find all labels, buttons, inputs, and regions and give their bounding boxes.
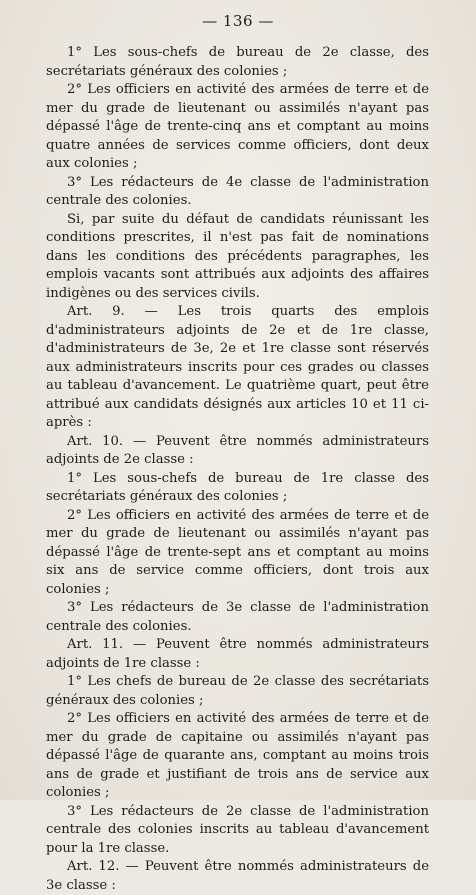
paragraph: 2° Les officiers en activité des armées de terre et de mer du grade de capitaine ou assimilés n'ayant pas dépassé l'âge de quarante ans, comptant au moins trois ans de grade et justifiant de trois ans de service aux colonies ; [46, 711, 429, 800]
paragraph: 1° Les chefs de bureau de 2e classe des secrétariats généraux des colonies ; [46, 674, 429, 708]
paragraph: 3° Les rédacteurs de 4e classe de l'administration centrale des colonies. [46, 174, 429, 208]
article-paragraph: Art. 10. — Peuvent être nommés administrateurs adjoints de 2e classe : [46, 433, 429, 467]
article-paragraph: Art. 11. — Peuvent être nommés administrateurs adjoints de 1re classe : [46, 637, 429, 671]
paragraph: Si, par suite du défaut de candidats réunissant les conditions prescrites, il n'est pas fait de nominations dans les conditions des précédents paragraphes, les emplois vacants sont attribués aux adjoints des affaires indigènes ou des services civils. [46, 211, 429, 301]
page-number: — 136 — [202, 12, 274, 30]
article-paragraph: Art. 12. — Peuvent être nommés administrateurs de 3e classe : [46, 859, 429, 893]
paragraph: 3° Les rédacteurs de 3e classe de l'administration centrale des colonies. [46, 600, 429, 634]
paragraph: 2° Les officiers en activité des armées de terre et de mer du grade de lieutenant ou assimilés n'ayant pas dépassé l'âge de trente-cinq ans et comptant au moins quatre années de services comme officiers, dont deux aux colonies ; [46, 82, 429, 171]
paragraph: 1° Les sous-chefs de bureau de 1re classe des secrétariats généraux des colonies ; [46, 470, 429, 504]
body-text [46, 44, 429, 895]
paragraph: 2° Les officiers en activité des armées de terre et de mer du grade de lieutenant ou assimilés n'ayant pas dépassé l'âge de trente-sept ans et comptant au moins six ans de service comme officiers, dont trois aux colonies ; [46, 507, 429, 597]
paragraph: 1° Les sous-chefs de bureau de 2e classe, des secrétariats généraux des colonies ; [46, 45, 429, 79]
paragraph: 3° Les rédacteurs de 2e classe de l'administration centrale des colonies inscrits au tableau d'avancement pour la 1re classe. [46, 803, 429, 856]
article-paragraph: Art. 9. — Les trois quarts des emplois d'administrateurs adjoints de 2e et de 1re classe, d'administrateurs de 3e, 2e et 1re classe sont réservés aux administrateurs inscrits pour ces grades ou classes au tableau d'avancement. Le quatrième quart, peut être attribué aux candidats désignés aux articles 10 et 11 ci-après : [46, 304, 429, 430]
